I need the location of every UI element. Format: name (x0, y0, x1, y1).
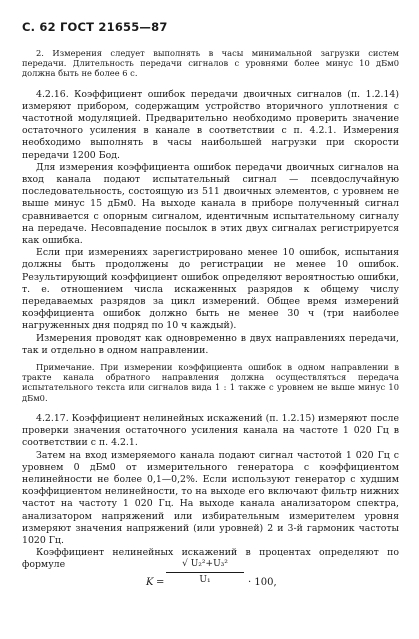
formula-numerator: √ U₂²+U₃² (182, 559, 228, 569)
section-4216-paragraph-2: Для измерения коэффициента ошибок передачи двоичных сигналов на вход канала подают испытательный сигнал — псевдослучайную последовательность, состоящую из 511 двоичных элементов, с уровнем не выше минус 15 дБм0. На выходе канала в приборе полученный сигнал сравнивается с опорным сигналом, идентичным испытательному сигналу на передаче. Несовпадение посылок в этих двух сигналах регистрируется как ошибка. (22, 161, 399, 247)
formula-denominator: U₁ (199, 575, 211, 585)
section-4217-paragraph-1: 4.2.17. Коэффициент нелинейных искажений (п. 1.2.15) измеряют после проверки значения остаточного усиления канала на частоте 1 020 Гц в соответствии с п. 4.2.1. (22, 412, 399, 449)
formula-fraction (166, 559, 244, 585)
page-header: С. 62 ГОСТ 21655—87 (22, 20, 168, 34)
section-4217-paragraph-3: Коэффициент нелинейных искажений в процентах определяют по формуле (22, 547, 399, 571)
formula-k: K (146, 577, 154, 588)
section-4216-paragraph-1: 4.2.16. Коэффициент ошибок передачи двоичных сигналов (п. 1.2.14) измеряют прибором, содержащим устройство вторичного уплотнения с частотной модуляцией. Предварительно необходимо проверить значение остаточного усиления в канале в соответствии с п. 4.2.1. Измерения необходимо выполнять в часы наибольшей нагрузки при скорости передачи 1200 Бод. (22, 88, 399, 161)
note-middle: Примечание. При измерении коэффициента ошибок в одном направлении в тракте канала обратного направления должна осуществляться передача испытательного текста или сигналов вида 1 : 1 также с уровнем не выше минус 10 дБм0. (22, 362, 399, 403)
formula-equals: = (156, 577, 165, 588)
formula-nonlinear-distortion (146, 557, 346, 617)
note-top: 2. Измерения следует выполнять в часы минимальной загрузки систем передачи. Длительность передачи сигналов с уровнями более минус 10 дБм0 должна быть не более 6 с. (22, 48, 399, 79)
formula-multiplier: · 100, (248, 577, 277, 588)
section-4217-paragraph-2: Затем на вход измеряемого канала подают сигнал частотой 1 020 Гц с уровнем 0 дБм0 от измерительного генератора с коэффициентом нелинейности не более 0,1—0,2%. Если используют генератор с худшим коэффициентом нелинейности, то на выходе его включают фильтр нижних частот на частоту 1 020 Гц. На выходе канала анализатором спектра, анализатором напряжений или избирательным измерителем уровня измеряют значения напряжений (или уровней) 2 и 3-й гармоник частоты 1020 Гц. (22, 449, 399, 546)
section-4216-paragraph-4: Измерения проводят как одновременно в двух направлениях передачи, так и отдельно в одном направлении. (22, 332, 399, 356)
section-4216-paragraph-3: Если при измерениях зарегистрировано менее 10 ошибок, испытания должны быть продолжены до регистрации не менее 10 ошибок. Результирующий коэффициент ошибок определяют вероятностью ошибки, т. е. отношением числа искаженных разрядов к общему числу передаваемых разрядов за цикл измерений. Общее время измерений коэффициента ошибок должно быть не менее 30 ч (три наиболее нагруженных дня подряд по 10 ч каждый). (22, 247, 399, 332)
formula-fraction-line (166, 572, 244, 573)
